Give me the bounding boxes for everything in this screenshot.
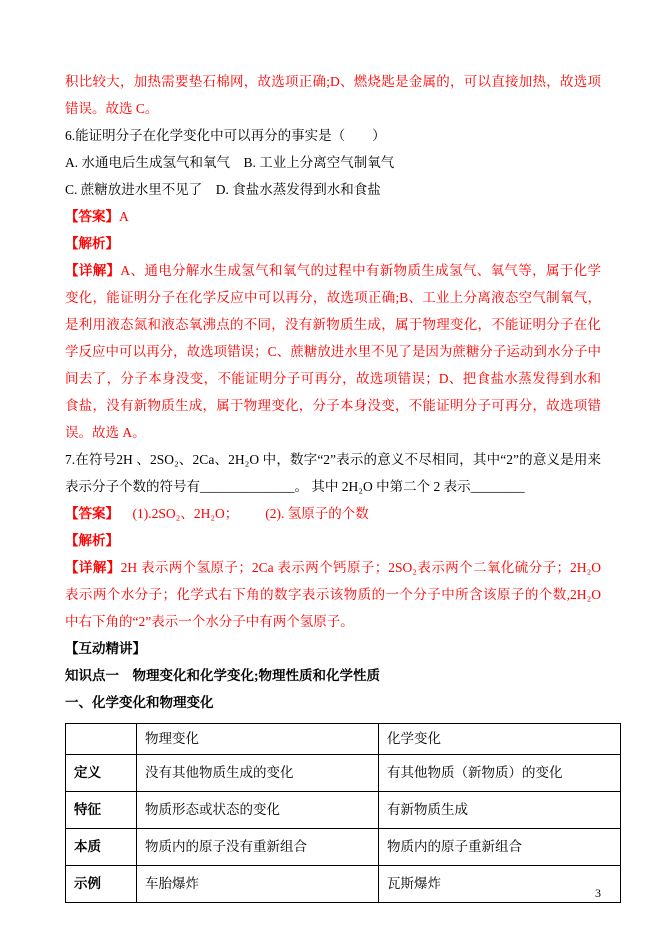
detail-label: 【详解】	[65, 263, 121, 278]
comparison-table	[65, 723, 621, 903]
table-header-physical-change: 物理变化	[137, 724, 379, 755]
content-area	[65, 68, 601, 903]
question-6-options-cd: C. 蔗糖放进水里不见了 D. 食盐水蒸发得到水和食盐	[65, 182, 381, 197]
section-interactive-heading: 【互动精讲】	[65, 641, 146, 656]
question-6-detail	[65, 257, 601, 446]
question-6-stem: 6.能证明分子在化学变化中可以再分的事实是（ ）	[65, 128, 386, 143]
answer-label: 【答案】	[65, 506, 119, 521]
row-label-feature: 特征	[66, 792, 137, 829]
question-6-options-ab: A. 水通电后生成氢气和氧气 B. 工业上分离空气制氧气	[65, 155, 395, 170]
table-row	[66, 829, 621, 866]
answer-label: 【答案】	[65, 209, 119, 224]
table-row	[66, 866, 621, 903]
cell-essence-physical: 物质内的原子没有重新组合	[137, 829, 379, 866]
row-label-example: 示例	[66, 866, 137, 903]
table-header-chemical-change: 化学变化	[379, 724, 621, 755]
answer-value: A	[119, 209, 129, 224]
cell-definition-physical: 没有其他物质生成的变化	[137, 755, 379, 792]
answer-value: (1).2SO₂、2H₂O； (2). 氢原子的个数	[119, 506, 369, 521]
table-header-empty	[66, 724, 137, 755]
cell-feature-chemical: 有新物质生成	[379, 792, 621, 829]
row-label-definition: 定义	[66, 755, 137, 792]
detail-text: 2H 表示两个氢原子；2Ca 表示两个钙原子；2SO₂表示两个二氧化硫分子；2H₂O 表示两个水分子；化学式右下角的数字表示该物质的一个分子中所含该原子的个数,2H₂O 中右下角的“2”表示一个水分子中有两个氢原子。	[65, 560, 601, 629]
cell-feature-physical: 物质形态或状态的变化	[137, 792, 379, 829]
question-7-answer	[65, 500, 601, 527]
cell-example-physical: 车胎爆炸	[137, 866, 379, 903]
table-header-row	[66, 724, 621, 755]
question-7-stem: 7.在符号2H 、2SO₂、2Ca、2H₂O 中，数字“2”表示的意义不尽相同，其中“2”的意义是用来表示分子个数的符号有______________。 其中 2H₂O 中第二个 2 表示________	[65, 452, 601, 494]
table-row	[66, 755, 621, 792]
subsection-heading: 一、化学变化和物理变化	[65, 695, 214, 710]
knowledge-point-heading: 知识点一 物理变化和化学变化;物理性质和化学性质	[65, 668, 380, 683]
analysis-label: 【解析】	[65, 533, 119, 548]
table-row	[66, 792, 621, 829]
answer-continuation-text: 积比较大，加热需要垫石棉网，故选项正确;D、燃烧匙是金属的，可以直接加热，故选项错误。故选 C。	[65, 74, 601, 116]
cell-essence-chemical: 物质内的原子重新组合	[379, 829, 621, 866]
question-6-analysis	[65, 230, 601, 257]
row-label-essence: 本质	[66, 829, 137, 866]
cell-definition-chemical: 有其他物质（新物质）的变化	[379, 755, 621, 792]
question-6-answer	[65, 203, 601, 230]
question-7-analysis	[65, 527, 601, 554]
detail-label: 【详解】	[65, 560, 121, 575]
question-7-detail	[65, 554, 601, 635]
page-number: 3	[595, 886, 601, 900]
analysis-label: 【解析】	[65, 236, 119, 251]
cell-example-chemical: 瓦斯爆炸	[379, 866, 621, 903]
detail-text: A、通电分解水生成氢气和氧气的过程中有新物质生成氢气、氧气等，属于化学变化，能证明分子在化学反应中可以再分，故选项正确;B、工业上分离液态空气制氧气，是利用液态氮和液态氧沸点的不同，没有新物质生成，属于物理变化，不能证明分子在化学反应中可以再分，故选项错误；C、蔗糖放进水里不见了是因为蔗糖分子运动到水分子中间去了，分子本身没变，不能证明分子可再分，故选项错误；D、把食盐水蒸发得到水和食盐，没有新物质生成，属于物理变化，分子本身没变，不能证明分子可再分，故选项错误。故选 A。	[65, 263, 602, 440]
